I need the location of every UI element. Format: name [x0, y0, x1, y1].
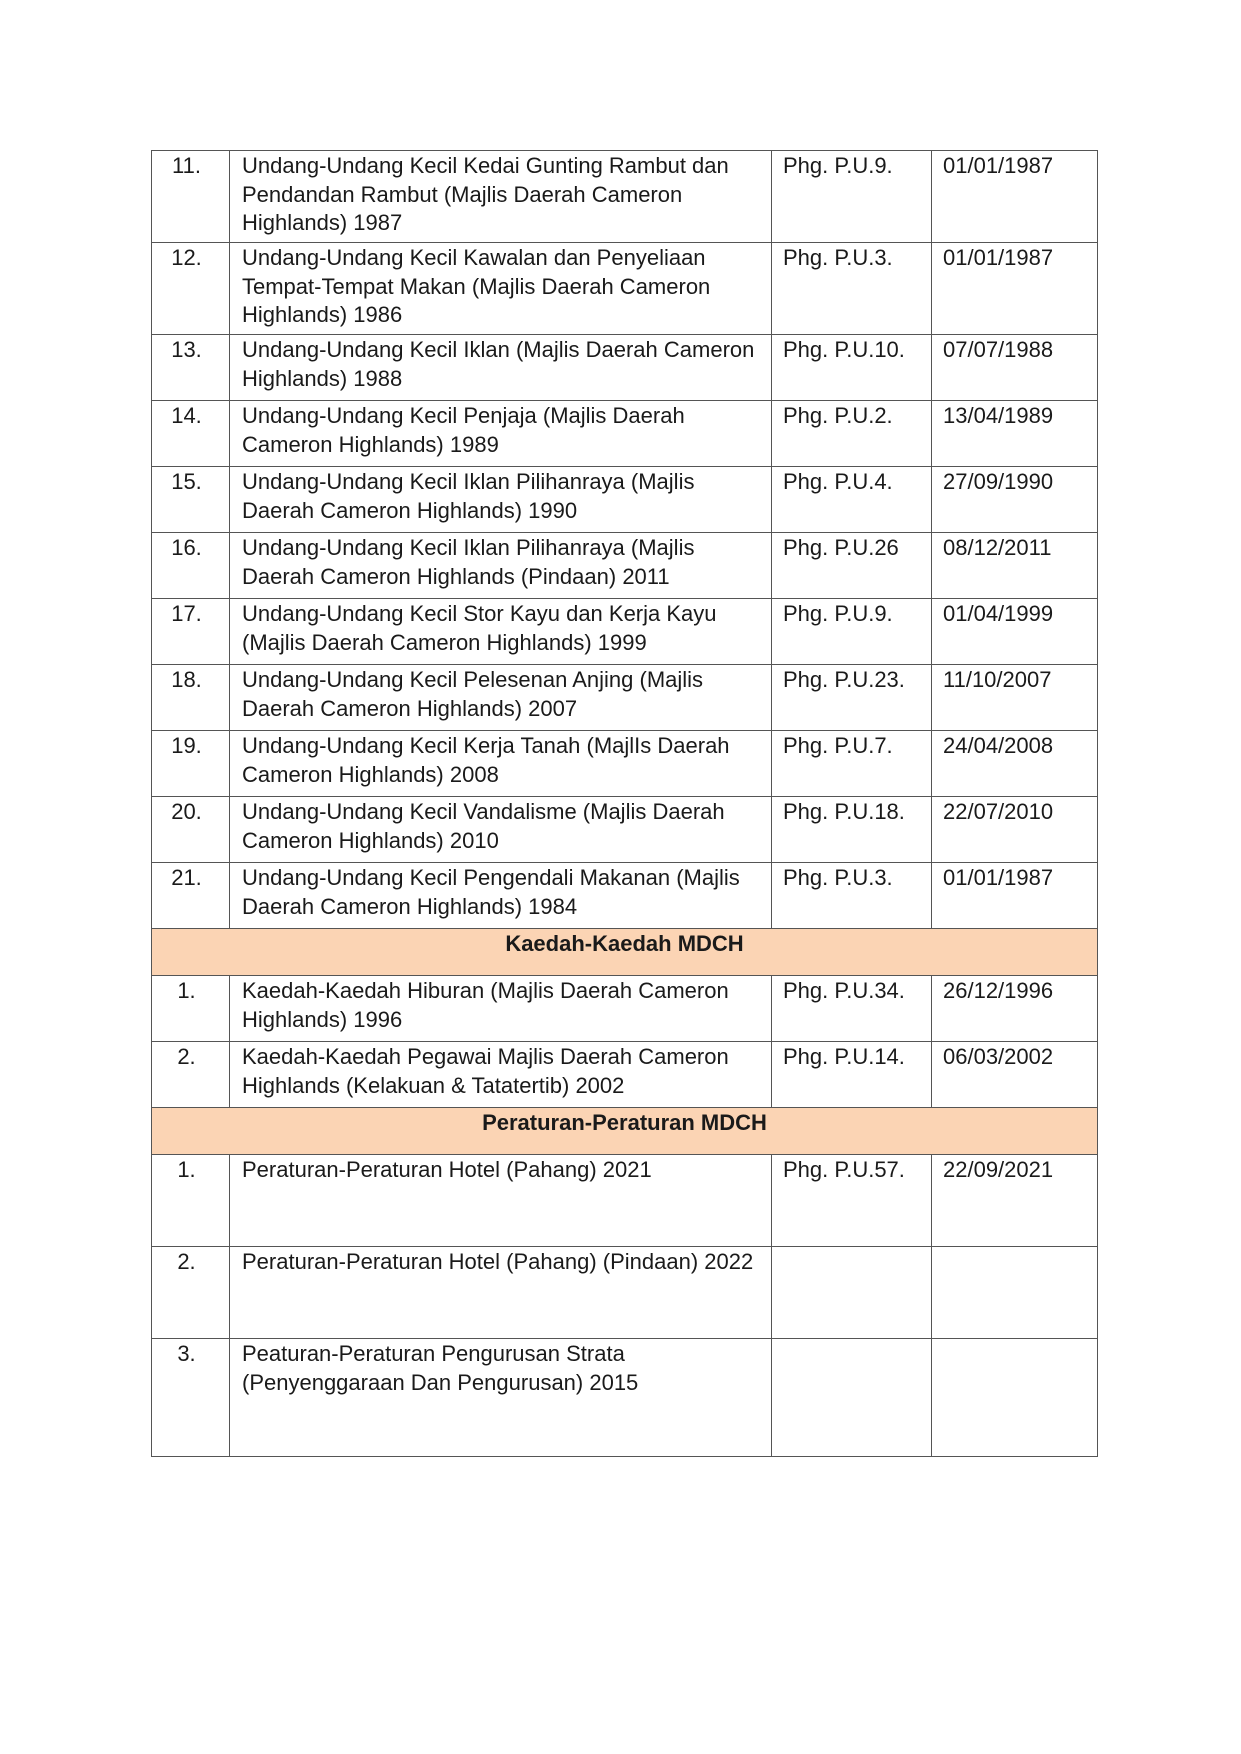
row-gazette-ref: Phg. P.U.10.: [772, 335, 932, 401]
row-title: Undang-Undang Kecil Vandalisme (Majlis Daerah Cameron Highlands) 2010: [230, 797, 772, 863]
row-gazette-ref: Phg. P.U.18.: [772, 797, 932, 863]
row-gazette-ref: Phg. P.U.14.: [772, 1042, 932, 1108]
row-date: 07/07/1988: [932, 335, 1098, 401]
row-date: 01/01/1987: [932, 863, 1098, 929]
row-date: 01/01/1987: [932, 243, 1098, 335]
row-number: 15.: [152, 467, 230, 533]
row-title: Peraturan-Peraturan Hotel (Pahang) (Pindaan) 2022: [230, 1247, 772, 1339]
row-date: 27/09/1990: [932, 467, 1098, 533]
row-title: Peaturan-Peraturan Pengurusan Strata (Penyenggaraan Dan Pengurusan) 2015: [230, 1339, 772, 1457]
row-gazette-ref: Phg. P.U.4.: [772, 467, 932, 533]
table-row: [152, 1339, 1098, 1457]
row-title: Undang-Undang Kecil Kedai Gunting Rambut dan Pendandan Rambut (Majlis Daerah Cameron Highlands) 1987: [230, 151, 772, 243]
row-date: 01/01/1987: [932, 151, 1098, 243]
row-number: 1.: [152, 976, 230, 1042]
row-gazette-ref: Phg. P.U.57.: [772, 1155, 932, 1247]
table-row: [152, 1247, 1098, 1339]
row-date: 24/04/2008: [932, 731, 1098, 797]
table-row: [152, 665, 1098, 731]
row-number: 2.: [152, 1247, 230, 1339]
row-title: Kaedah-Kaedah Hiburan (Majlis Daerah Cameron Highlands) 1996: [230, 976, 772, 1042]
section-header-kaedah: [152, 929, 1098, 976]
row-number: 17.: [152, 599, 230, 665]
row-title: Undang-Undang Kecil Pelesenan Anjing (Majlis Daerah Cameron Highlands) 2007: [230, 665, 772, 731]
row-gazette-ref: Phg. P.U.7.: [772, 731, 932, 797]
row-number: 12.: [152, 243, 230, 335]
row-date: 01/04/1999: [932, 599, 1098, 665]
row-title: Undang-Undang Kecil Iklan Pilihanraya (Majlis Daerah Cameron Highlands (Pindaan) 2011: [230, 533, 772, 599]
table-row: [152, 599, 1098, 665]
row-title: Kaedah-Kaedah Pegawai Majlis Daerah Cameron Highlands (Kelakuan & Tatatertib) 2002: [230, 1042, 772, 1108]
row-gazette-ref: Phg. P.U.3.: [772, 863, 932, 929]
row-number: 16.: [152, 533, 230, 599]
row-date: 22/07/2010: [932, 797, 1098, 863]
row-date: 22/09/2021: [932, 1155, 1098, 1247]
row-gazette-ref: Phg. P.U.3.: [772, 243, 932, 335]
row-number: 20.: [152, 797, 230, 863]
table-row: [152, 976, 1098, 1042]
table-row: [152, 1155, 1098, 1247]
row-date: 26/12/1996: [932, 976, 1098, 1042]
row-gazette-ref: [772, 1247, 932, 1339]
table-row: [152, 335, 1098, 401]
row-number: 14.: [152, 401, 230, 467]
section-header-peraturan: [152, 1108, 1098, 1155]
section-heading: Peraturan-Peraturan MDCH: [152, 1108, 1098, 1155]
table-row: [152, 467, 1098, 533]
row-gazette-ref: Phg. P.U.34.: [772, 976, 932, 1042]
row-gazette-ref: Phg. P.U.26: [772, 533, 932, 599]
row-number: 3.: [152, 1339, 230, 1457]
table-row: [152, 863, 1098, 929]
row-date: 06/03/2002: [932, 1042, 1098, 1108]
row-date: [932, 1247, 1098, 1339]
section-heading: Kaedah-Kaedah MDCH: [152, 929, 1098, 976]
row-title: Undang-Undang Kecil Kawalan dan Penyeliaan Tempat-Tempat Makan (Majlis Daerah Cameron Highlands) 1986: [230, 243, 772, 335]
table-row: [152, 731, 1098, 797]
row-gazette-ref: Phg. P.U.23.: [772, 665, 932, 731]
bylaws-table: [151, 150, 1098, 1457]
row-gazette-ref: [772, 1339, 932, 1457]
row-title: Undang-Undang Kecil Iklan Pilihanraya (Majlis Daerah Cameron Highlands) 1990: [230, 467, 772, 533]
row-number: 11.: [152, 151, 230, 243]
row-date: 13/04/1989: [932, 401, 1098, 467]
row-title: Peraturan-Peraturan Hotel (Pahang) 2021: [230, 1155, 772, 1247]
row-date: 11/10/2007: [932, 665, 1098, 731]
row-title: Undang-Undang Kecil Iklan (Majlis Daerah Cameron Highlands) 1988: [230, 335, 772, 401]
row-number: 21.: [152, 863, 230, 929]
row-title: Undang-Undang Kecil Kerja Tanah (MajlIs Daerah Cameron Highlands) 2008: [230, 731, 772, 797]
row-title: Undang-Undang Kecil Stor Kayu dan Kerja Kayu (Majlis Daerah Cameron Highlands) 1999: [230, 599, 772, 665]
table-row: [152, 401, 1098, 467]
table-row: [152, 1042, 1098, 1108]
bylaws-table-body: [152, 151, 1098, 1457]
table-row: [152, 797, 1098, 863]
row-number: 13.: [152, 335, 230, 401]
row-number: 19.: [152, 731, 230, 797]
row-gazette-ref: Phg. P.U.9.: [772, 599, 932, 665]
row-title: Undang-Undang Kecil Penjaja (Majlis Daerah Cameron Highlands) 1989: [230, 401, 772, 467]
row-gazette-ref: Phg. P.U.9.: [772, 151, 932, 243]
row-number: 2.: [152, 1042, 230, 1108]
table-row: [152, 243, 1098, 335]
row-date: 08/12/2011: [932, 533, 1098, 599]
row-gazette-ref: Phg. P.U.2.: [772, 401, 932, 467]
row-title: Undang-Undang Kecil Pengendali Makanan (Majlis Daerah Cameron Highlands) 1984: [230, 863, 772, 929]
row-number: 18.: [152, 665, 230, 731]
table-row: [152, 533, 1098, 599]
table-row: [152, 151, 1098, 243]
row-date: [932, 1339, 1098, 1457]
row-number: 1.: [152, 1155, 230, 1247]
